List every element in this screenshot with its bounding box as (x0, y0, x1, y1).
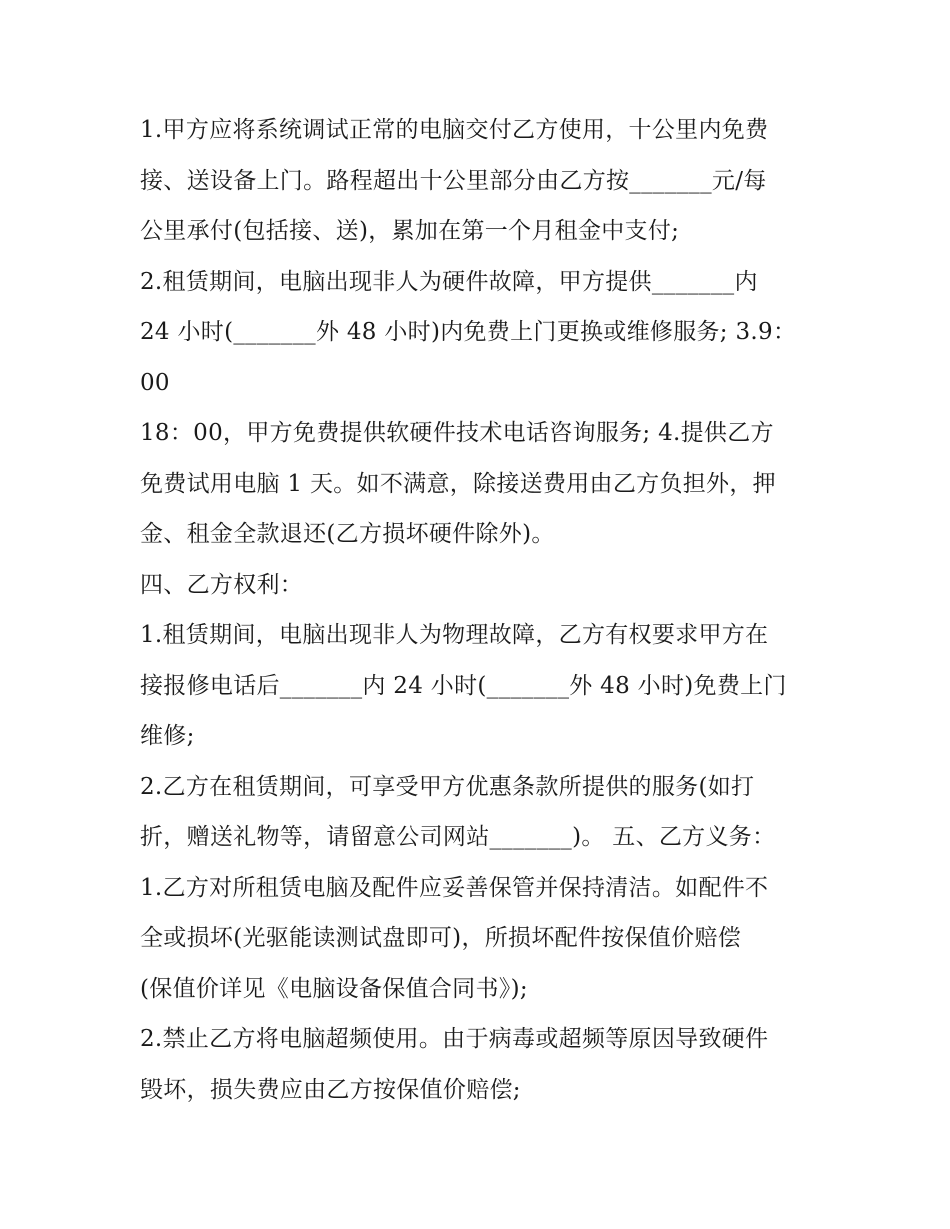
text-line: 维修; (140, 723, 195, 749)
text-line: 1.租赁期间，电脑出现非人为物理故障，乙方有权要求甲方在 (140, 622, 769, 648)
text-line: 18：00，甲方免费提供软硬件技术电话咨询服务; 4.提供乙方 (140, 420, 774, 446)
text-line: 2.租赁期间，电脑出现非人为硬件故障，甲方提供_______内 (140, 268, 758, 295)
text-line: 全或损坏(光驱能读测试盘即可)，所损坏配件按保值价赔偿 (140, 925, 742, 951)
text-line: 毁坏，损失费应由乙方按保值价赔偿; (140, 1076, 521, 1103)
text-line: 1.乙方对所租赁电脑及配件应妥善保管并保持清洁。如配件不 (140, 874, 769, 901)
text-line: 免费试用电脑 1 天。如不满意，除接送费用由乙方负担外，押 (140, 470, 776, 497)
section-heading: 四、乙方权利： (140, 571, 304, 598)
text-line: (保值价详见《电脑设备保值合同书》); (140, 975, 528, 1002)
text-line: 2.乙方在租赁期间，可享受甲方优惠条款所提供的服务(如打 (140, 773, 755, 800)
document-body (140, 105, 820, 1115)
text-line: 00 (140, 369, 170, 396)
text-line: 折，赠送礼物等，请留意公司网站_______)。 五、乙方义务： (140, 824, 776, 850)
text-line: 24 小时(_______外 48 小时)内免费上门更换或维修服务; 3.9： (140, 319, 797, 345)
text-line: 接报修电话后_______内 24 小时(_______外 48 小时)免费上门 (140, 672, 787, 699)
text-line: 1.甲方应将系统调试正常的电脑交付乙方使用，十公里内免费 (140, 117, 769, 143)
text-line: 接、送设备上门。路程超出十公里部分由乙方按_______元/每 (140, 167, 767, 194)
text-line: 2.禁止乙方将电脑超频使用。由于病毒或超频等原因导致硬件 (140, 1026, 769, 1052)
text-line: 公里承付(包括接、送)，累加在第一个月租金中支付; (140, 218, 680, 244)
text-line: 金、租金全款退还(乙方损坏硬件除外)。 (140, 521, 555, 547)
